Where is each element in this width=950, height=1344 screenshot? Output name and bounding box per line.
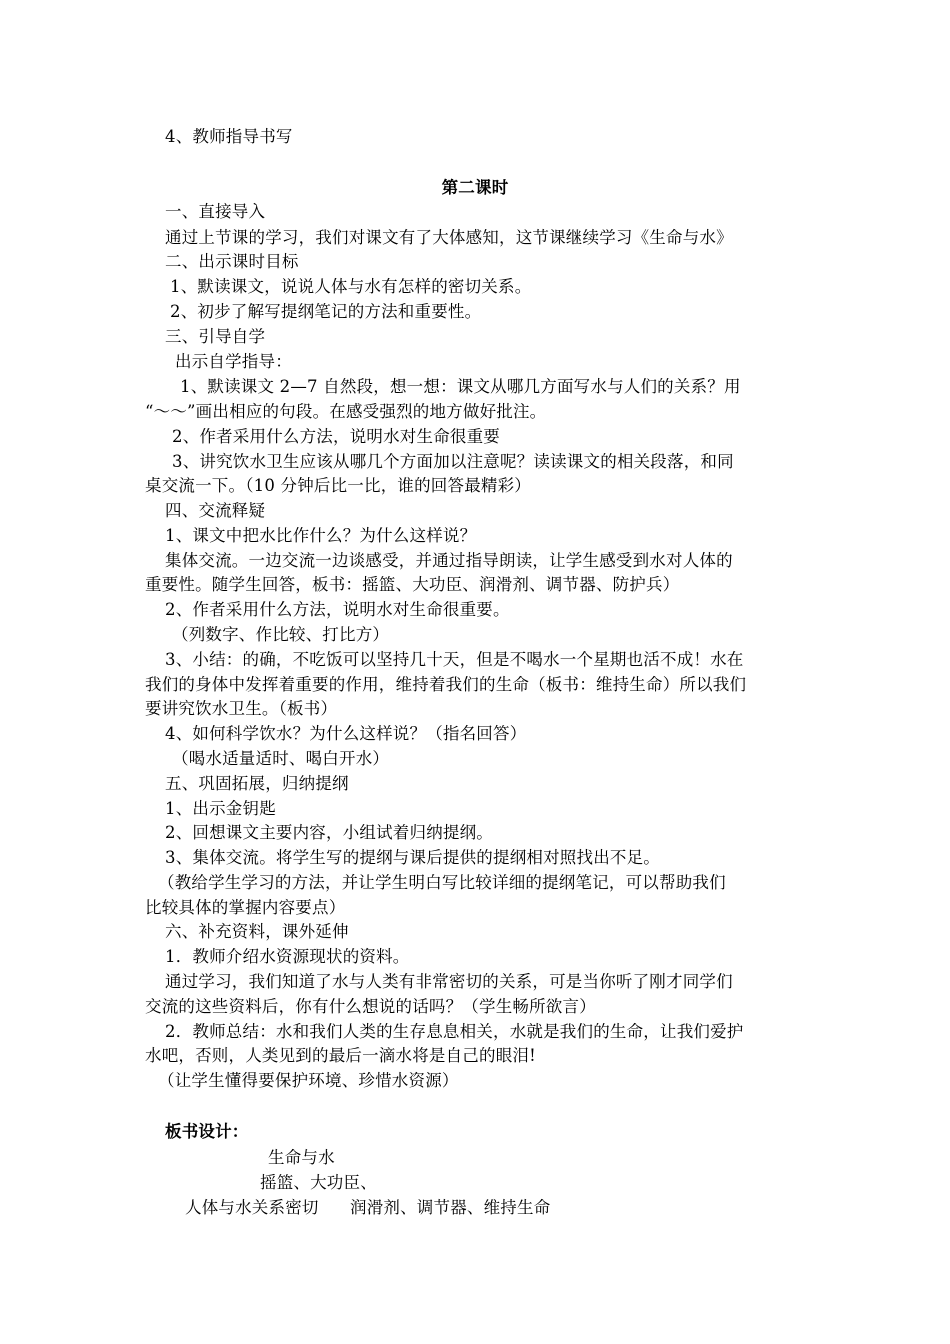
self-study-q3-line2: 桌交流一下。（10 分钟后比一比，谁的回答最精彩） [145,476,531,495]
discussion-q1: 1、课文中把水比作什么？为什么这样说？ [165,526,477,545]
self-study-q1-line2: “～～”画出相应的句段。在感受强烈的地方做好批注。 [145,402,547,421]
discussion-q3-line3: 要讲究饮水卫生。（板书） [145,699,338,718]
consolidate-note-line2: 比较具体的掌握内容要点） [145,898,346,917]
prev-item-4: 4、教师指导书写 [165,127,293,146]
discussion-q1-answer-line2: 重要性。随学生回答，板书：摇篮、大功臣、润滑剂、调节器、防护兵） [145,575,680,594]
section-2-heading: 二、出示课时目标 [165,252,299,271]
consolidate-item-2: 2、回想课文主要内容，小组试着归纳提纲。 [165,823,493,842]
discussion-q4: 4、如何科学饮水？为什么这样说？（指名回答） [165,724,527,743]
self-study-q3-line1: 3、讲究饮水卫生应该从哪几个方面加以注意呢？读读课文的相关段落，和同 [172,452,734,471]
discussion-q3-line2: 我们的身体中发挥着重要的作用，维持着我们的生命（板书：维持生命）所以我们 [145,675,747,694]
section-1-heading: 一、直接导入 [165,202,266,221]
board-line-2-right: 润滑剂、调节器、维持生命 [350,1198,551,1217]
board-title: 生命与水 [268,1148,335,1167]
extension-item-1: 1．教师介绍水资源现状的资料。 [165,947,410,966]
extension-text-line1: 通过学习，我们知道了水与人类有非常密切的关系，可是当你听了刚才同学们 [165,972,733,991]
consolidate-item-1: 1、出示金钥匙 [165,799,276,818]
board-line-2-left: 人体与水关系密切 [185,1198,319,1217]
discussion-q2: 2、作者采用什么方法，说明水对生命很重要。 [165,600,510,619]
discussion-q1-answer-line1: 集体交流。一边交流一边谈感受，并通过指导朗读，让学生感受到水对人体的 [165,551,733,570]
consolidate-note-line1: （教给学生学习的方法，并让学生明白写比较详细的提纲笔记，可以帮助我们 [158,873,726,892]
self-study-intro: 出示自学指导： [175,352,292,371]
section-6-heading: 六、补充资料，课外延伸 [165,922,349,941]
extension-note: （让学生懂得要保护环境、珍惜水资源） [158,1071,459,1090]
discussion-q2-answer: （列数字、作比较、打比方） [172,625,390,644]
board-line-1: 摇篮、大功臣、 [260,1173,377,1192]
goal-2: 2、初步了解写提纲笔记的方法和重要性。 [170,302,482,321]
section-3-heading: 三、引导自学 [165,327,266,346]
section-1-text: 通过上节课的学习，我们对课文有了大体感知，这节课继续学习《生命与水》 [165,228,733,247]
consolidate-item-3: 3、集体交流。将学生写的提纲与课后提供的提纲相对照找出不足。 [165,848,660,867]
extension-item-2-line2: 水吧，否则，人类见到的最后一滴水将是自己的眼泪! [145,1046,536,1065]
self-study-q1-line1: 1、默读课文 2—7 自然段，想一想：课文从哪几方面写水与人们的关系？用 [180,377,741,396]
discussion-q3-line1: 3、小结：的确，不吃饭可以坚持几十天，但是不喝水一个星期也活不成！水在 [165,650,744,669]
discussion-q4-answer: （喝水适量适时、喝白开水） [172,749,390,768]
self-study-q2: 2、作者采用什么方法，说明水对生命很重要 [172,427,500,446]
section-4-heading: 四、交流释疑 [165,501,266,520]
board-design-heading: 板书设计： [165,1122,249,1141]
section-5-heading: 五、巩固拓展，归纳提纲 [165,774,349,793]
extension-text-line2: 交流的这些资料后，你有什么想说的话吗？（学生畅所欲言） [145,997,596,1016]
lesson-title: 第二课时 [441,178,509,197]
goal-1: 1、默读课文，说说人体与水有怎样的密切关系。 [170,277,532,296]
extension-item-2-line1: 2．教师总结：水和我们人类的生存息息相关，水就是我们的生命，让我们爱护 [165,1022,744,1041]
